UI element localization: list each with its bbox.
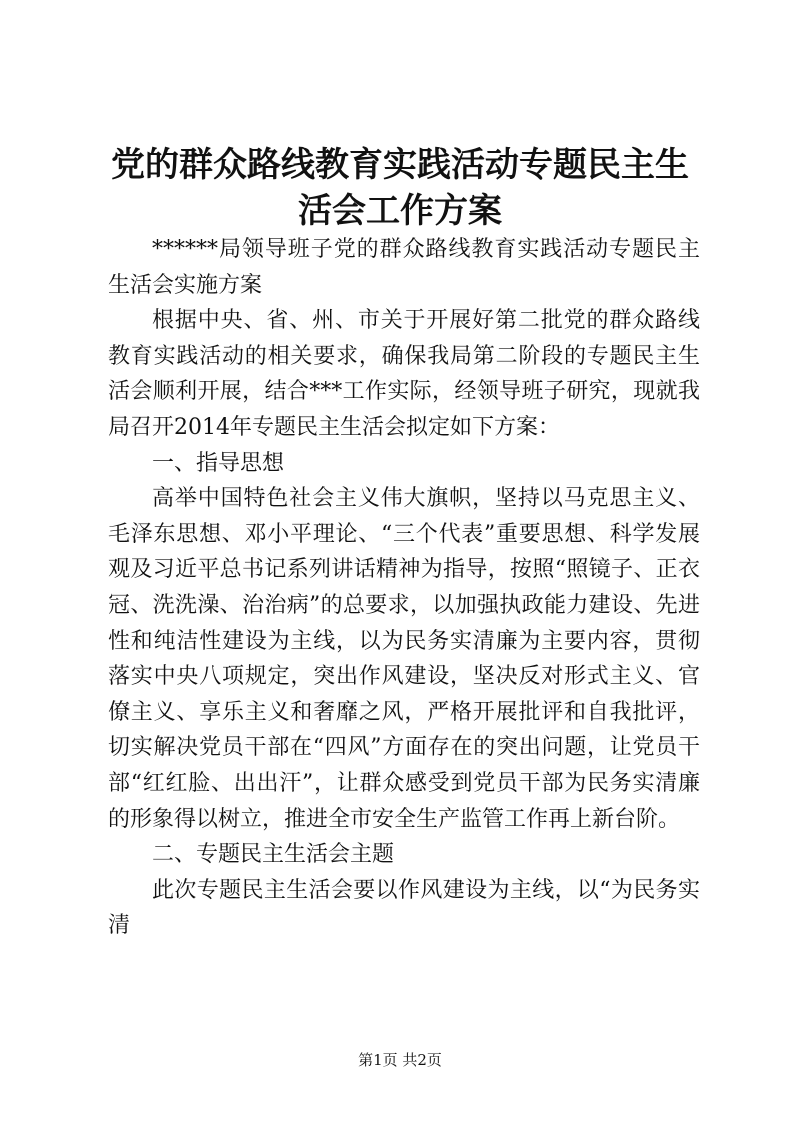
paragraph-intro: 根据中央、省、州、市关于开展好第二批党的群众路线教育实践活动的相关要求，确保我局第二阶段的专题民主生活会顺利开展，结合***工作实际，经领导班子研究，现就我局召开2014年专题民主生活会拟定如下方案： [108,308,700,440]
document-title: 党的群众路线教育实践活动专题民主生活会工作方案 [111,145,689,231]
paragraph-guiding-ideology: 高举中国特色社会主义伟大旗帜，坚持以马克思主义、毛泽东思想、邓小平理论、“三个代表”重要思想、科学发展观及习近平总书记系列讲话精神为指导，按照“照镜子、正衣冠、洗洗澡、治治病”的总要求，以加强执政能力建设、先进性和纯洁性建设为主线，以为民务实清廉为主要内容，贯彻落实中央八项规定，突出作风建设，坚决反对形式主义、官僚主义、享乐主义和奢靡之风，严格开展批评和自我批评，切实解决党员干部在“四风”方面存在的突出问题，让党员干部“红红脸、出出汗”，让群众感受到党员干部为民务实清廉的形象得以树立，推进全市安全生产监管工作再上新台阶。 [108,486,700,832]
document-body [108,232,700,944]
paragraph-meeting-theme: 此次专题民主生活会要以作风建设为主线，以“为民务实清 [108,877,700,939]
section-heading-meeting-theme: 二、专题民主生活会主题 [152,842,395,868]
page-number: 第1页 共2页 [358,1051,442,1069]
section-heading-guiding-ideology: 一、指导思想 [152,450,285,476]
paragraph-subtitle: ******局领导班子党的群众路线教育实践活动专题民主生活会实施方案 [108,237,700,298]
